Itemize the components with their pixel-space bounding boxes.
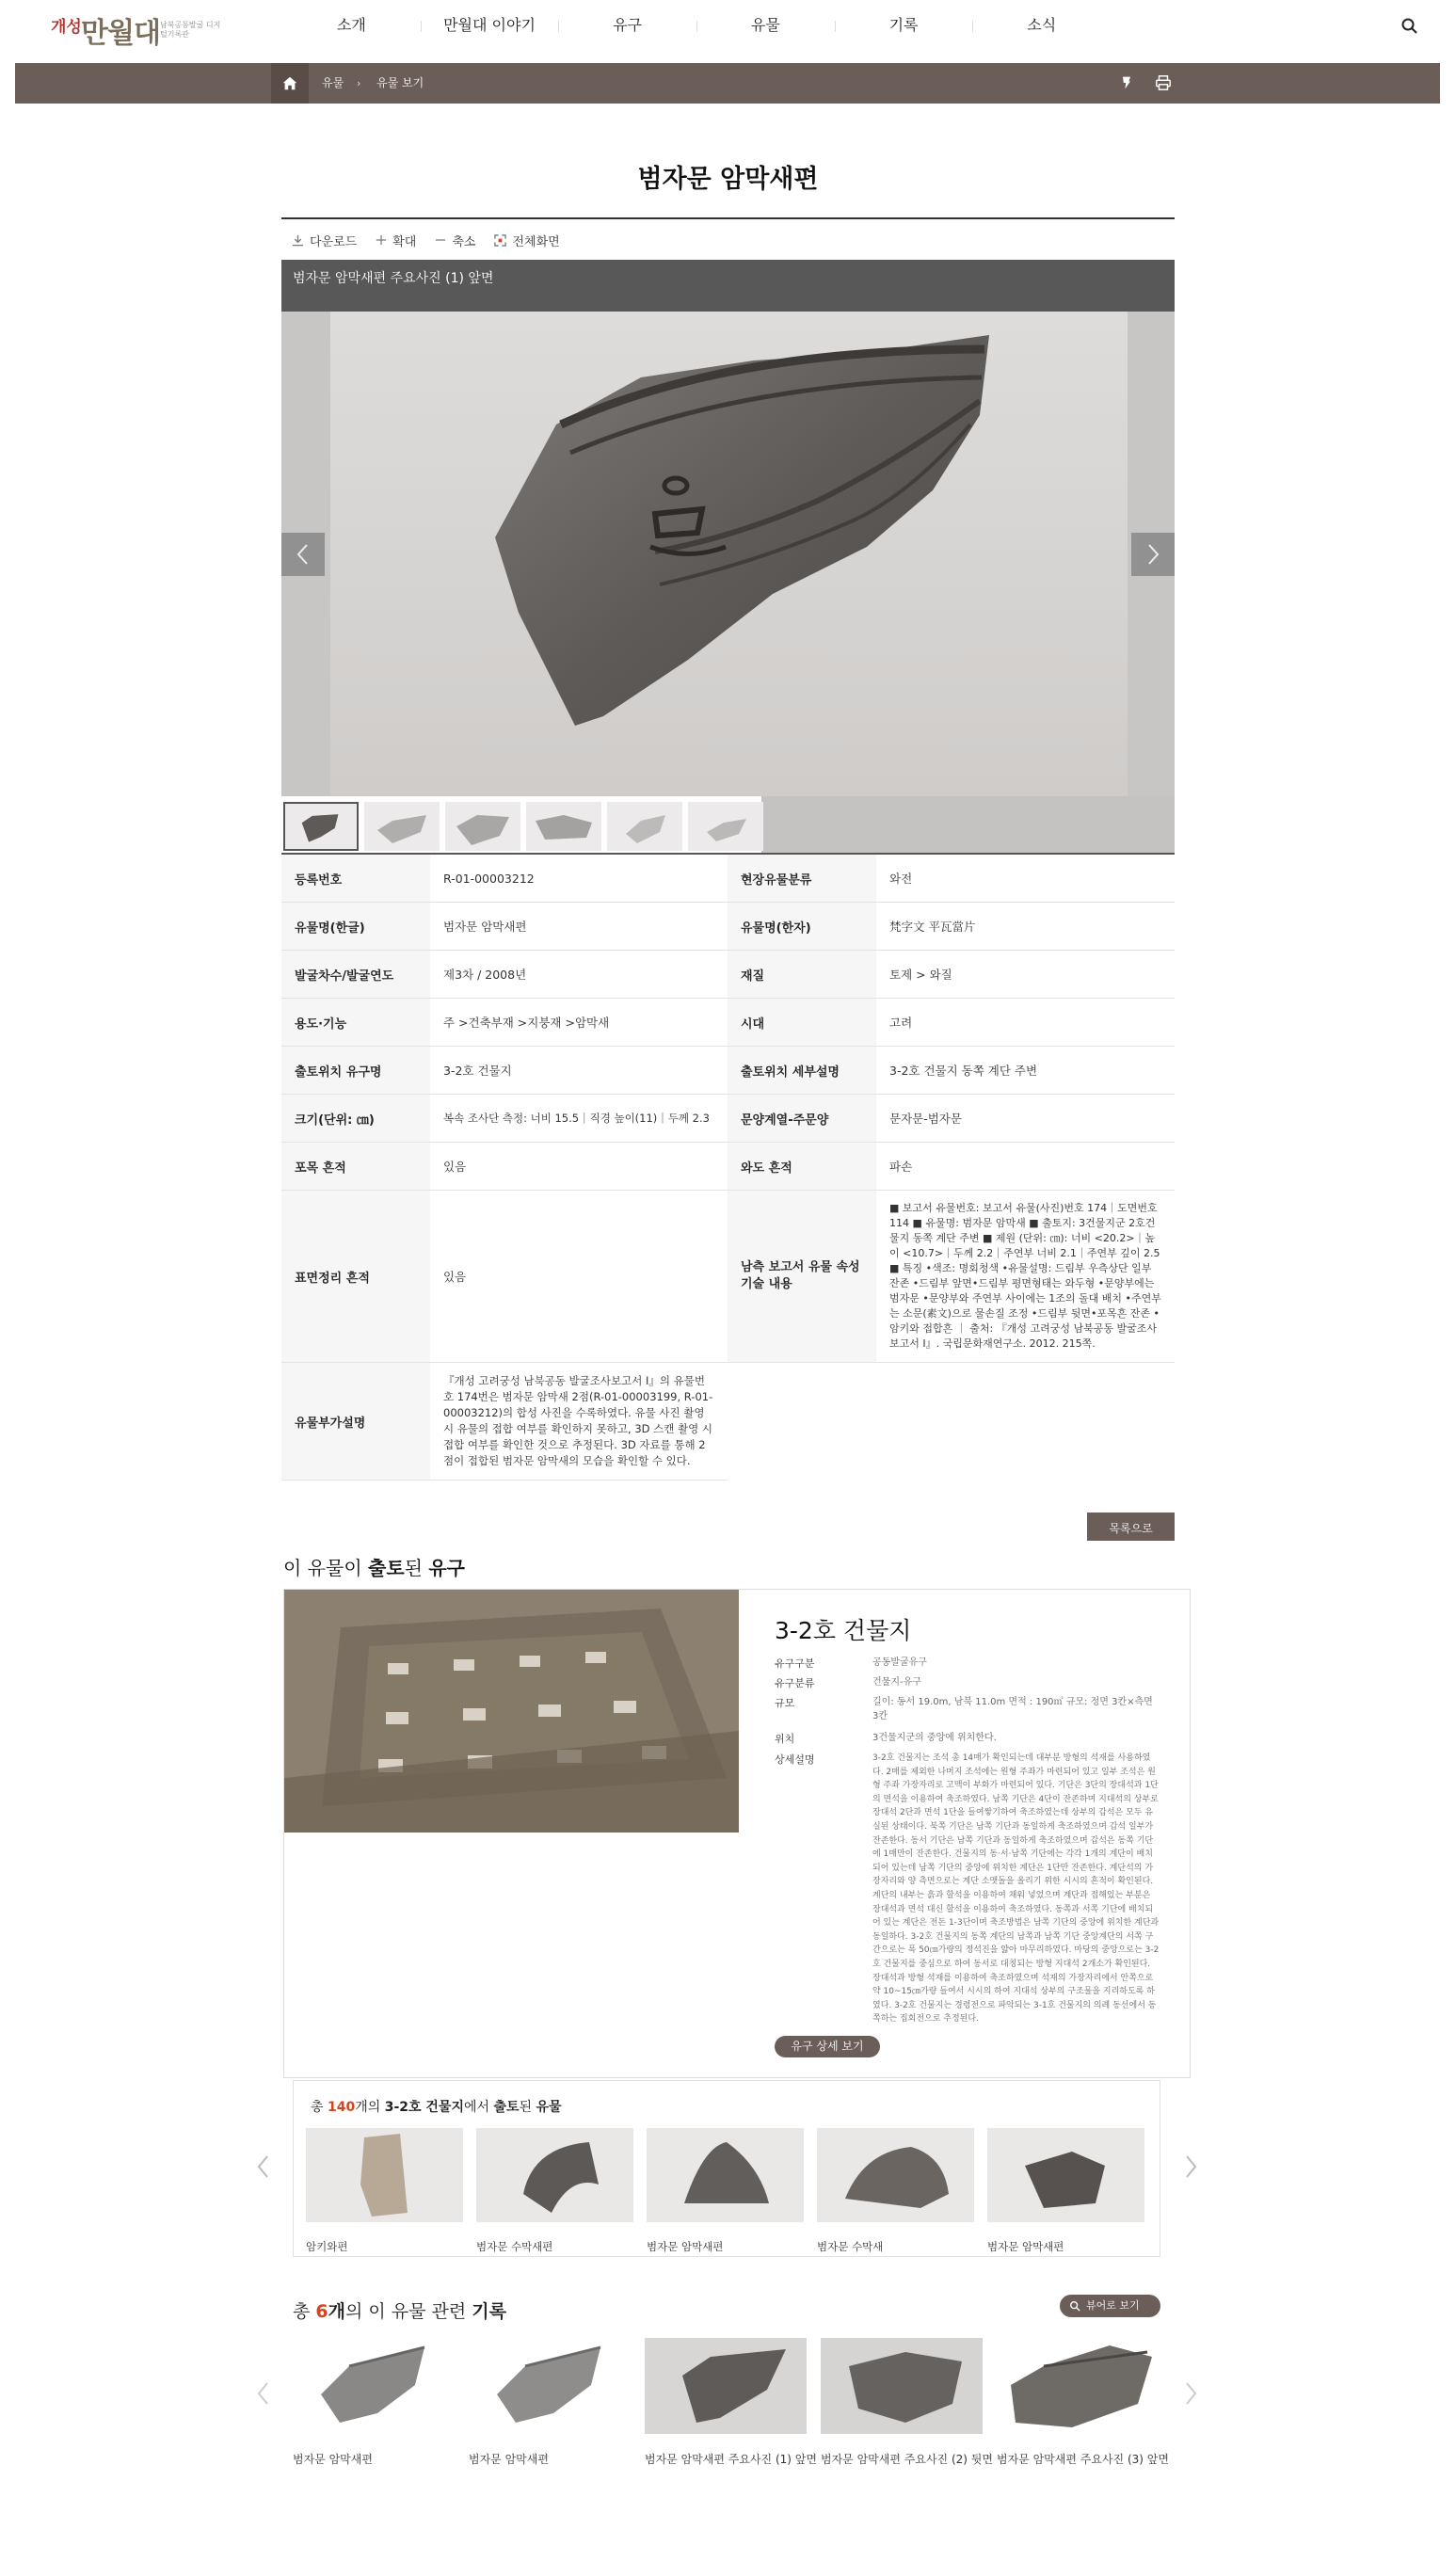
table-row xyxy=(281,951,1175,999)
main-nav xyxy=(282,0,1111,53)
record-thumbnail xyxy=(821,2338,983,2434)
field-label: 출토위치 유구명 xyxy=(281,1047,430,1094)
site-detail-button[interactable]: 유구 상세 보기 xyxy=(775,2036,880,2057)
field-label: 와도 흔적 xyxy=(728,1143,876,1190)
site-section-title xyxy=(283,1553,465,1580)
logo-sub: 남북공동발굴 디지털기록관 xyxy=(160,21,221,39)
title-part: 유구 xyxy=(428,1557,465,1579)
search-icon[interactable] xyxy=(1400,17,1419,36)
back-to-list-button[interactable]: 목록으로 xyxy=(1087,1513,1175,1541)
viewer-toolbar xyxy=(292,231,560,249)
field-value: 있음 xyxy=(443,1269,467,1284)
minus-icon xyxy=(435,234,446,246)
viewer-caption: 범자문 암막새편 주요사진 (1) 앞면 xyxy=(281,260,1175,312)
3d-model-image xyxy=(293,2338,455,2434)
detail-value: 3-2호 건물지는 조석 총 14매가 확인되는데 대부분 방형의 석재를 사용하였다. 2매를 제외한 나머지 조석에는 원형 주좌가 마련되어 있고 일부 조석은 원형 주좌 가장자리로 고맥이 부화가 마련되어 있다. 기단은 3단의 장대석과 1단의 면석을 이용하여 축조하였다. 남쪽 기단은 4단이 잔존하며 지대석의 상부로 장대석 2단과 면석 1단을 들여쌓기하여 축조하였는데 상부의 갑석은 모두 유실된 상태이다. 북쪽 기단은 남쪽 기단과 동일하게 축조하였으며 갑석 일부가 잔존한다. 동서 기단은 남쪽 기단과 동일하게 축조하였으며 갑석은 동쪽 기단에 1매만이 잔존한다. 건물지의 동·서·남쪽 기단에는 각각 1개의 계단이 배치되어 있는데 남쪽 기단의 중앙에 위치한 계단은 1단만 잔존한다. 계단석의 가장자리와 양 측면으로는 계단 소맷돌을 올리기 위한 시시의 흔적이 확인된다. 계단의 내부는 흙과 할석을 이용하여 채워 넣었으며 계단과 접해있는 부분은 장대석과 면석 대신 할석을 이용하여 축조하였다. 동쪽과 서쪽 기단에 배치되어 있는 계단은 전돈 1-3단이며 축조방법은 남쪽 기단의 중앙에 위치한 계단과 동일하다. 3-2호 건물지의 동쪽 계단의 남쪽과 남쪽 기단 중앙계단의 서쪽 구간으로는 폭 50㎝가량의 정석진을 얇아 마무리하였다. 마당의 중앙으로는 3-2호 건물지를 중심으로 하여 동서로 대칭되는 방형 지대석 2개소가 확인된다. 장대석과 방형 석재를 이용하여 축조하였으며 석재의 가장자리에서 안쪽으로 약 10~15㎝가량 들여서 시시의 하여 지대석 상부의 구조물을 지리하도록 하였다. 3-2호 건물지는 경령전으로 파악되는 3-1호 건물지의 의례 동선에서 동쪽하는 집회전으로 추정된다. xyxy=(872,1753,1160,2025)
zoom-out-button[interactable] xyxy=(435,231,475,249)
thumbnail-image xyxy=(526,802,601,851)
thumbnail-2[interactable] xyxy=(364,802,440,851)
detail-value: 건물지-유구 xyxy=(872,1677,921,1688)
list-item[interactable] xyxy=(306,2128,463,2254)
field-label: 크기(단위: ㎝) xyxy=(281,1095,430,1142)
relic-name: 범자문 암막새편 xyxy=(647,2240,724,2253)
viewer-next-button[interactable] xyxy=(1131,533,1175,576)
site-logo[interactable] xyxy=(51,9,220,51)
field-value: 있음 xyxy=(443,1159,467,1174)
record-thumbnail xyxy=(293,2338,455,2434)
field-value: 제3차 / 2008년 xyxy=(443,967,527,982)
excavation-site-image xyxy=(284,1590,739,1833)
thumbnail-image xyxy=(445,802,520,851)
title-part: 출토 xyxy=(493,2100,520,2115)
field-label: 남측 보고서 유물 속성 기술 내용 xyxy=(728,1191,876,1362)
thumbnail-image xyxy=(607,802,682,851)
table-row xyxy=(281,1143,1175,1191)
zoom-out-label: 축소 xyxy=(452,234,476,249)
table-row xyxy=(281,903,1175,951)
title-part: 유물 xyxy=(536,2100,562,2115)
field-label: 현장유물분류 xyxy=(728,855,876,902)
table-row xyxy=(281,1363,728,1481)
related-prev-button[interactable] xyxy=(254,2153,273,2181)
relic-name: 범자문 수막새 xyxy=(817,2240,884,2253)
field-label: 발굴차수/발굴연도 xyxy=(281,951,430,998)
title-part: 기록 xyxy=(472,2301,507,2322)
relic-main-photo xyxy=(330,312,1128,796)
nav-item-relics[interactable]: 유물 xyxy=(696,0,835,53)
field-value: 『개성 고려궁성 남북공동 발굴조사보고서 I』의 유물번호 174번은 범자문 암막새 2점(R-01-00003199, R-01-00003212)의 합성 사진을 수록하였다. 유물 사진 촬영 시 유물의 접합 여부를 확인하지 못하고, 3D 스캔 촬영 시 접합 여부를 확인한 것으로 추정된다. 3D 자료를 통해 2점이 접합된 범자문 암막새의 모습을 확인할 수 있다. xyxy=(443,1374,713,1467)
convex-tile-image xyxy=(476,2128,633,2222)
detail-label: 유구구분 xyxy=(775,1657,815,1670)
plus-icon xyxy=(376,234,387,246)
table-row xyxy=(281,1095,1175,1143)
home-button[interactable] xyxy=(271,63,309,104)
field-value: 파손 xyxy=(889,1159,913,1174)
nav-item-news[interactable]: 소식 xyxy=(972,0,1111,53)
title-part: 이 유물이 xyxy=(283,1557,368,1579)
relic-count: 140 xyxy=(327,2100,356,2115)
detail-value: 3건물지군의 중앙에 위치한다. xyxy=(872,1733,997,1743)
image-viewer[interactable] xyxy=(281,260,1175,853)
3d-model-image xyxy=(469,2338,631,2434)
field-value: 복속 조사단 측정: 너비 15.5｜직경 높이(11)｜두께 2.3 xyxy=(443,1111,710,1125)
title-part: 총 xyxy=(293,2301,316,2322)
thumbnail-image xyxy=(285,804,357,849)
relic-name: 범자문 수막새편 xyxy=(476,2240,553,2253)
breadcrumb-relic-view[interactable]: 유물 보기 xyxy=(376,76,424,89)
field-value: 梵字文 平瓦當片 xyxy=(889,919,976,934)
list-item[interactable] xyxy=(647,2128,804,2254)
record-name: 범자문 암막새편 xyxy=(293,2453,373,2466)
field-label: 용도·기능 xyxy=(281,999,430,1046)
nav-item-intro[interactable]: 소개 xyxy=(336,16,366,34)
print-icon xyxy=(1155,74,1172,91)
field-label: 유물부가설명 xyxy=(281,1363,430,1480)
related-relics-box xyxy=(293,2080,1160,2257)
detail-value: 길이: 동서 19.0m, 남북 11.0m 면적 : 190㎡ 규모: 정면 3칸×측면 3칸 xyxy=(872,1697,1153,1721)
relic-thumbnail xyxy=(647,2128,804,2222)
relic-name: 범자문 암막새편 xyxy=(987,2240,1064,2253)
roof-tile-image xyxy=(987,2128,1144,2222)
field-value: 3-2호 건물지 동쪽 계단 주변 xyxy=(889,1063,1038,1078)
fullscreen-icon xyxy=(494,234,506,247)
print-button[interactable] xyxy=(1144,63,1182,104)
roof-tile-image xyxy=(647,2128,804,2222)
chevron-right-icon xyxy=(1131,533,1175,576)
relic-thumbnail xyxy=(476,2128,633,2222)
thumbnail-image xyxy=(364,802,440,851)
detail-label: 상세설명 xyxy=(775,1753,815,1766)
record-name: 범자문 암막새편 주요사진 (2) 뒷면 xyxy=(821,2453,993,2466)
bookmark-icon xyxy=(1119,74,1134,91)
view-in-viewer-label: 뷰어로 보기 xyxy=(1086,2299,1140,2312)
detail-value: 공동발굴유구 xyxy=(872,1657,927,1668)
record-thumbnail xyxy=(469,2338,631,2434)
breadcrumb-relics[interactable]: 유물 xyxy=(322,76,344,89)
nav-item-story[interactable]: 만월대 이야기 xyxy=(421,0,559,53)
relic-name: 암키와편 xyxy=(306,2240,348,2253)
convex-tile-image xyxy=(817,2128,974,2222)
record-count: 6 xyxy=(315,2301,328,2322)
records-section-title xyxy=(293,2297,506,2323)
table-row xyxy=(281,999,1175,1047)
logo-name: 만월대 xyxy=(81,17,160,50)
thumbnail-6[interactable] xyxy=(688,802,763,851)
field-value: 와전 xyxy=(889,871,913,886)
list-item[interactable] xyxy=(645,2338,817,2467)
relic-photo-image xyxy=(821,2338,983,2434)
records-prev-button[interactable] xyxy=(254,2379,273,2408)
field-label: 표면정리 흔적 xyxy=(281,1191,430,1362)
field-label: 유물명(한자) xyxy=(728,903,876,950)
chevron-left-icon xyxy=(281,533,325,576)
roof-tile-image xyxy=(306,2128,463,2222)
records-next-button[interactable] xyxy=(1181,2379,1200,2408)
relic-info-table xyxy=(281,853,1175,1467)
field-value: 문자문-범자문 xyxy=(889,1111,962,1126)
thumbnail-image xyxy=(688,802,763,851)
field-label: 출토위치 세부설명 xyxy=(728,1047,876,1094)
title-divider xyxy=(281,217,1175,219)
record-name: 범자문 암막새편 주요사진 (3) 앞면 xyxy=(997,2453,1169,2466)
site-name: 3-2호 건물지 xyxy=(775,1617,912,1644)
field-label: 등록번호 xyxy=(281,855,430,902)
location-bar xyxy=(15,63,1440,104)
field-value: 3-2호 건물지 xyxy=(443,1063,512,1078)
viewer-prev-button[interactable] xyxy=(281,533,325,576)
list-item[interactable] xyxy=(821,2338,993,2467)
thumbnail-5[interactable] xyxy=(607,802,682,851)
related-next-button[interactable] xyxy=(1181,2153,1200,2181)
home-icon xyxy=(281,75,298,92)
list-item[interactable] xyxy=(476,2128,633,2254)
logo-prefix: 개성 xyxy=(51,18,82,37)
fullscreen-label: 전체화면 xyxy=(512,234,560,249)
relic-photo-image xyxy=(997,2338,1159,2434)
field-value: ■ 보고서 유물번호: 보고서 유물(사진)번호 174｜도면번호 114 ■ 유물명: 범자문 암막새 ■ 출토지: 3건물지군 2호건물지 동쪽 계단 주변 ■ 제원 (단위: ㎝): 너비 <20.2>｜높이 <10.7>｜두께 2.2｜주연부 너비 2.1｜주연부 깊이 2.5 ■ 특징 •색조: 명회청색 •유물설명: 드림부 우측상단 일부 잔존 •드림부 앞면•드림부 평면형태는 와두형 •문양부에는 범자문 •문양부와 주연부 사이에는 1조의 돌대 배치 •주연부는 소문(素文)으로 물손질 조정 •드림부 뒷면•포목흔 잔존 •암키와 접합흔 ｜ 출처: 『개성 고려궁성 남북공동 발굴조사보고서 I』. 국립문화재연구소. 2012. 215쪽. xyxy=(889,1202,1161,1350)
field-label: 문양계열-주문양 xyxy=(728,1095,876,1142)
fullscreen-button[interactable] xyxy=(494,231,559,249)
nav-item-sites[interactable]: 유구 xyxy=(558,0,696,53)
record-name: 범자문 암막새편 주요사진 (1) 앞면 xyxy=(645,2453,817,2466)
list-item[interactable] xyxy=(469,2338,631,2467)
view-in-viewer-button[interactable] xyxy=(1060,2295,1160,2317)
table-row xyxy=(281,855,1175,903)
site-header xyxy=(0,0,1456,60)
table-row xyxy=(281,1047,1175,1095)
detail-label: 규모 xyxy=(775,1697,795,1709)
title-part: 개 xyxy=(328,2301,345,2322)
page-title: 범자문 암막새편 xyxy=(637,165,819,194)
field-value: 고려 xyxy=(889,1015,913,1030)
record-thumbnail xyxy=(645,2338,807,2434)
detail-label: 유구분류 xyxy=(775,1677,815,1689)
record-name: 범자문 암막새편 xyxy=(469,2453,549,2466)
related-relics-title xyxy=(311,2097,562,2116)
thumbnail-4[interactable] xyxy=(526,802,601,851)
title-part: 3-2호 건물지 xyxy=(384,2100,464,2115)
zoom-in-label: 확대 xyxy=(392,234,417,249)
list-item[interactable] xyxy=(997,2338,1169,2467)
thumbnail-strip xyxy=(281,796,1175,853)
title-part: 의 이 유물 관련 xyxy=(345,2301,472,2322)
field-value: R-01-00003212 xyxy=(443,871,535,886)
breadcrumb-separator: › xyxy=(357,77,361,89)
share-button[interactable] xyxy=(1107,63,1144,104)
title-part: 출토 xyxy=(368,1557,405,1579)
list-item[interactable] xyxy=(987,2128,1144,2254)
field-label: 재질 xyxy=(728,951,876,998)
thumbnail-3[interactable] xyxy=(445,802,520,851)
download-label: 다운로드 xyxy=(310,234,358,249)
download-icon xyxy=(292,234,304,247)
search-icon xyxy=(1069,2300,1080,2312)
relic-photo-image xyxy=(645,2338,807,2434)
table-row xyxy=(281,1191,1175,1363)
field-label: 포목 흔적 xyxy=(281,1143,430,1190)
field-value: 주 >건축부재 >지붕재 >암막새 xyxy=(443,1015,610,1030)
field-label: 시대 xyxy=(728,999,876,1046)
thumbnail-1[interactable] xyxy=(283,802,359,851)
nav-item-records[interactable]: 기록 xyxy=(835,0,973,53)
field-value: 범자문 암막새편 xyxy=(443,919,527,934)
zoom-in-button[interactable] xyxy=(376,231,416,249)
relic-thumbnail xyxy=(306,2128,463,2222)
title-part: 총 xyxy=(311,2100,328,2115)
field-label: 유물명(한글) xyxy=(281,903,430,950)
download-button[interactable] xyxy=(292,231,357,249)
title-part: 에서 xyxy=(463,2100,494,2115)
field-value: 토제 > 와질 xyxy=(889,967,952,982)
title-part: 된 xyxy=(404,1557,429,1579)
detail-label: 위치 xyxy=(775,1733,795,1745)
site-aerial-photo xyxy=(284,1590,739,1833)
relic-thumbnail xyxy=(817,2128,974,2222)
site-card xyxy=(283,1589,1191,2078)
record-thumbnail xyxy=(997,2338,1159,2434)
roof-tile-fragment-image xyxy=(330,312,1128,796)
title-part: 된 xyxy=(519,2100,536,2115)
title-part: 개의 xyxy=(355,2100,385,2115)
list-item[interactable] xyxy=(817,2128,974,2254)
relic-thumbnail xyxy=(987,2128,1144,2222)
list-item[interactable] xyxy=(293,2338,455,2467)
